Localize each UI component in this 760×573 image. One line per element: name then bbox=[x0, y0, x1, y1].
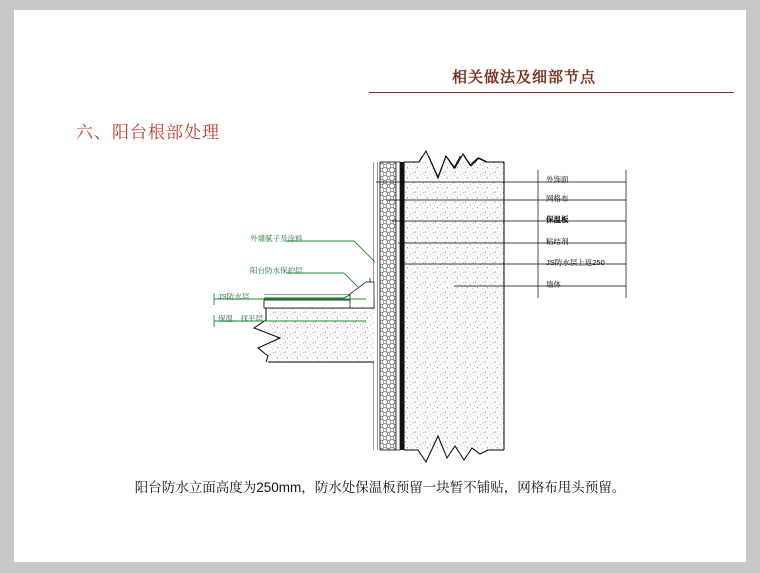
label-js-waterproof: JS防水层 bbox=[218, 292, 250, 301]
slide-caption: 阳台防水立面高度为250mm，防水处保温板预留一块暂不铺贴，网格布甩头预留。 bbox=[134, 480, 626, 495]
section-title: 六、阳台根部处理 bbox=[76, 123, 220, 142]
slide-page bbox=[14, 10, 746, 562]
label-adhesive: 粘结剂 bbox=[546, 237, 569, 246]
label-mesh-cloth: 网格布 bbox=[546, 194, 569, 203]
label-exterior-finish: 外饰面 bbox=[546, 175, 569, 184]
page-title: 相关做法及细部节点 bbox=[451, 69, 596, 86]
label-js-waterproof-upturn-250: JS防水层上返250 bbox=[546, 258, 605, 267]
label-balcony-waterproof-protection: 阳台防水保护层 bbox=[250, 266, 303, 275]
label-wall-body: 墙体 bbox=[546, 280, 561, 289]
label-insulation-board: 保温板 bbox=[546, 215, 569, 224]
label-exterior-putty-paint: 外墙腻子及涂料 bbox=[250, 234, 303, 243]
label-insulation-leveling: 保温、找平层 bbox=[218, 314, 263, 323]
